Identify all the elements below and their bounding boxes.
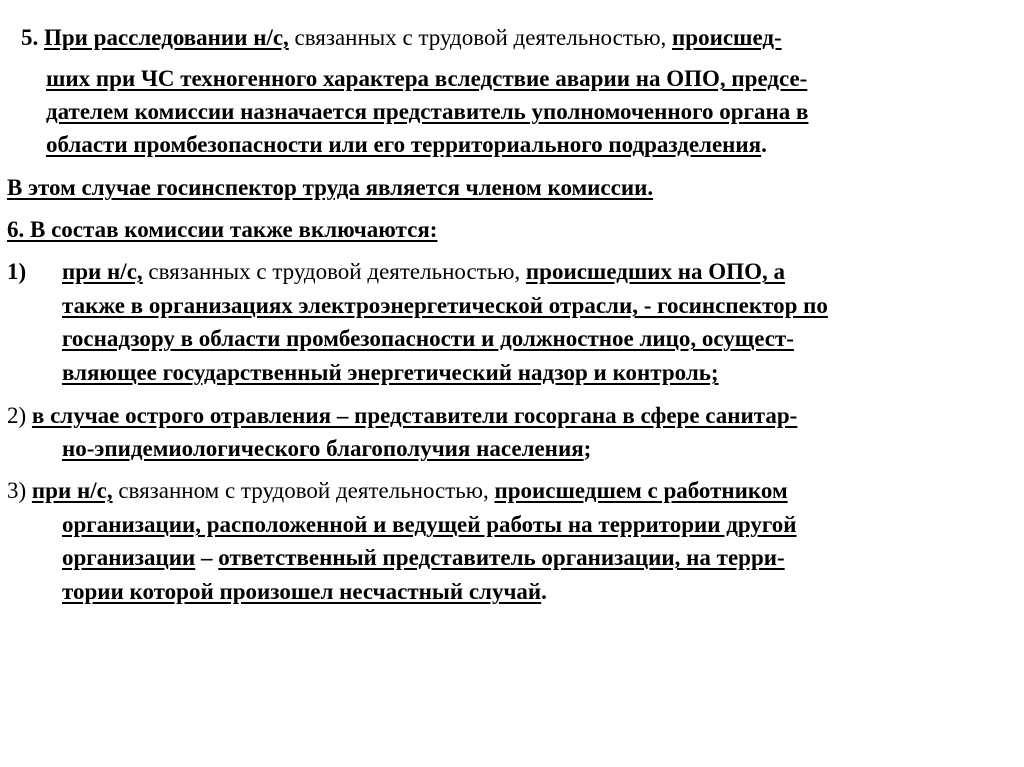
sub3-underlined-phrase: тории которой произошел несчастный случай <box>62 579 542 604</box>
sub1-underlined-phrase: происшедших на ОПО, а <box>525 259 785 284</box>
sub3-line3 <box>62 546 785 569</box>
sub3-text: связанном с трудовой деятельностью, <box>112 478 495 503</box>
sub2-underlined-phrase: в случае острого отравления – представители госоргана в сфере санитар- <box>31 403 798 428</box>
sub2-end-semicolon: ; <box>583 436 592 461</box>
item5-line3: дателем комиссии назначается представитель уполномоченного органа в <box>46 99 809 124</box>
sub3-underlined-phrase: происшедшем с работником <box>494 478 788 503</box>
sub2-line2 <box>62 437 591 460</box>
sub3-line1 <box>7 479 788 502</box>
item5-line2: ших при ЧС техногенного характера вследствие аварии на ОПО, предсе- <box>46 66 808 91</box>
item5-underlined-phrase: При расследовании н/с, <box>44 25 289 50</box>
sub1-text: связанных с трудовой деятельностью, <box>142 259 526 284</box>
sub3-number: 3) <box>7 478 32 503</box>
item5-end-period: . <box>761 132 767 157</box>
sub1-line2: также в организациях электроэнергетической отрасли, - госинспектор по <box>62 293 828 318</box>
sub1-line3: госнадзору в области промбезопасности и должностное лицо, осущест- <box>62 326 794 351</box>
item5-line1 <box>21 26 782 49</box>
sub2-line1 <box>7 404 797 427</box>
item5-text: связанных с трудовой деятельностью, <box>288 25 673 50</box>
item5-underlined-phrase: происшед- <box>672 25 782 50</box>
sub3-line2: организации, расположенной и ведущей работы на территории другой <box>62 512 797 537</box>
item5-number: 5. <box>21 25 44 50</box>
sub3-underlined-phrase: при н/с, <box>31 478 113 503</box>
sub3-dash: – <box>195 545 219 570</box>
inspector-note: В этом случае госинспектор труда является членом комиссии. <box>7 175 654 200</box>
sub2-number: 2) <box>7 403 32 428</box>
item5-underlined-phrase: области промбезопасности или его территориального подразделения <box>46 132 762 157</box>
sub2-underlined-phrase: но-эпидемиологического благополучия населения <box>62 436 584 461</box>
sub3-line4 <box>62 580 547 603</box>
sub1-line4: вляющее государственный энергетический надзор и контроль; <box>62 360 719 385</box>
sub3-end-period: . <box>541 579 547 604</box>
item6-heading: 6. В состав комиссии также включаются: <box>7 217 438 242</box>
sub3-underlined-phrase: ответственный представитель организации, на терри- <box>218 545 785 570</box>
sub3-underlined-phrase: организации <box>62 545 196 570</box>
sub1-underlined-phrase: при н/с, <box>62 259 143 284</box>
sub1-line1 <box>62 260 785 283</box>
sub1-number: 1) <box>7 259 27 284</box>
item5-line4 <box>46 133 767 156</box>
